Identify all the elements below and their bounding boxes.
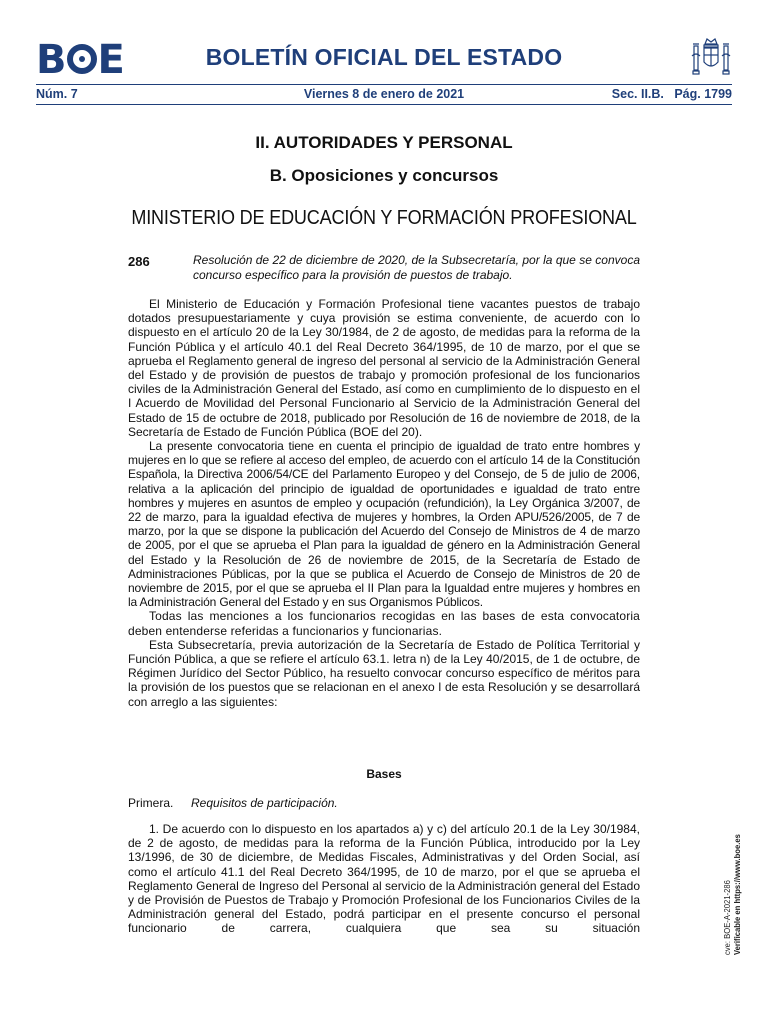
issue-number: Núm. 7 [36, 87, 78, 101]
primera-heading [128, 796, 338, 810]
issue-date: Viernes 8 de enero de 2021 [303, 87, 465, 101]
article-1-text: 1. De acuerdo con lo dispuesto en los apartados a) y c) del artículo 20.1 de la Ley 30/1984, de 2 de agosto, de medidas para la reforma de la Función Pública, introducido por la Ley 13/1996, de 30 de diciembre, de Medidas Fiscales, Administrativas y del Orden Social, así como el artículo 41.1 del Real Decreto 364/1995, de 10 de marzo, por el que se aprueba el Reglamento General de Ingreso del Personal al servicio de la Administración general del Estado y de Provisión de Puestos de Trabajo y Promoción Profesional de los Funcionarios Civiles de la Administración general del Estado, podrá participar en el presente concurso el personal funcionario de carrera, cualquiera que sea su situación [128, 822, 640, 936]
section-page: Sec. II.B. Pág. 1799 [611, 87, 732, 101]
article-1 [128, 822, 640, 936]
bases-heading: Bases [366, 767, 402, 781]
masthead-title: BOLETÍN OFICIAL DEL ESTADO [205, 44, 563, 70]
resolution-number: 286 [128, 254, 150, 269]
section-subheading: B. Oposiciones y concursos [269, 166, 499, 185]
primera-label: Primera. [128, 796, 174, 810]
verification-link[interactable]: Verificable en https://www.boe.es [732, 834, 742, 955]
paragraph-2: La presente convocatoria tiene en cuenta el principio de igualdad de trato entre hombres y mujeres en lo que se refiere al acceso del empleo, de acuerdo con el artículo 14 de la Constitución Española, la Directiva 2006/54/CE del Parlamento Europeo y del Consejo, de 5 de julio de 2006, relativa a la aplicación del principio de igualdad de oportunidades e igualdad de trato entre hombres y mujeres en asuntos de empleo y ocupación (refundición), la Ley Orgánica 3/2007, de 22 de marzo, para la igualdad efectiva de mujeres y hombres, la Orden APU/526/2005, de 7 de marzo, por la que se dispone la publicación del Acuerdo del Consejo de Ministros de 4 de marzo de 2005, por el que se aprueba el Plan para la igualdad de género en la Administración General del Estado y la Resolución de 26 de noviembre de 2015, de la Secretaría de Estado de Administraciones Públicas, por la que se publica el Acuerdo de Consejo de Ministros de 20 de noviembre de 2015, por el que se aprueba el II Plan para la Igualdad entre mujeres y hombres en la Administración General del Estado y en sus Organismos Públicos. [128, 439, 640, 610]
primera-title: Requisitos de participación. [191, 796, 338, 810]
cve-code: cve: BOE-A-2021-286 [722, 880, 732, 955]
document-body [128, 297, 640, 709]
boe-logo-b: B [36, 37, 66, 83]
header-rule-bottom [36, 104, 732, 105]
resolution-title: Resolución de 22 de diciembre de 2020, de la Subsecretaría, por la que se convoca concurso específico para la provisión de puestos de trabajo. [193, 253, 640, 282]
section-heading: II. AUTORIDADES Y PERSONAL [255, 133, 513, 152]
verification-sidebar [722, 721, 742, 955]
coat-of-arms-icon [690, 36, 732, 80]
paragraph-4: Esta Subsecretaría, previa autorización de la Secretaría de Estado de Política Territorial y Función Pública, a que se refiere el artículo 63.1. letra n) de la Ley 40/2015, de 1 de octubre, de Régimen Jurídico del Sector Público, ha resuelto convocar concurso específico de méritos para la provisión de los puestos que se relacionan en el anexo I de esta Resolución y se desarrollará con arreglo a las siguientes: [128, 637, 640, 709]
boe-logo-e: E [97, 37, 124, 83]
paragraph-1: El Ministerio de Educación y Formación Profesional tiene vacantes puestos de trabajo dotados presupuestariamente y cuya provisión se estima conveniente, de acuerdo con lo dispuesto en el artículo 20 de la Ley 30/1984, de 2 de agosto, de medidas para la reforma de la Función Pública y el artículo 40.1 del Real Decreto 364/1995, de 10 de marzo, por el que se aprueba el Reglamento general de ingreso del personal al servicio de la Administración General del Estado y de provisión de puestos de trabajo y promoción profesional de los funcionarios civiles de la Administración General del Estado, así como en cumplimiento de lo dispuesto en el I Acuerdo de Movilidad del Personal Funcionario al Servicio de la Administración General del Estado de 15 de octubre de 2018, publicado por Resolución de 16 de noviembre de 2018, de la Secretaría de Estado de Función Pública (BOE del 20). [128, 297, 640, 439]
ministry-title: MINISTERIO DE EDUCACIÓN Y FORMACIÓN PROFESIONAL [131, 206, 637, 229]
paragraph-3: Todas las menciones a los funcionarios recogidas en las bases de esta convocatoria deben entenderse referidas a funcionarios y funcionarias. [128, 609, 640, 638]
header-rule-top [36, 84, 732, 85]
